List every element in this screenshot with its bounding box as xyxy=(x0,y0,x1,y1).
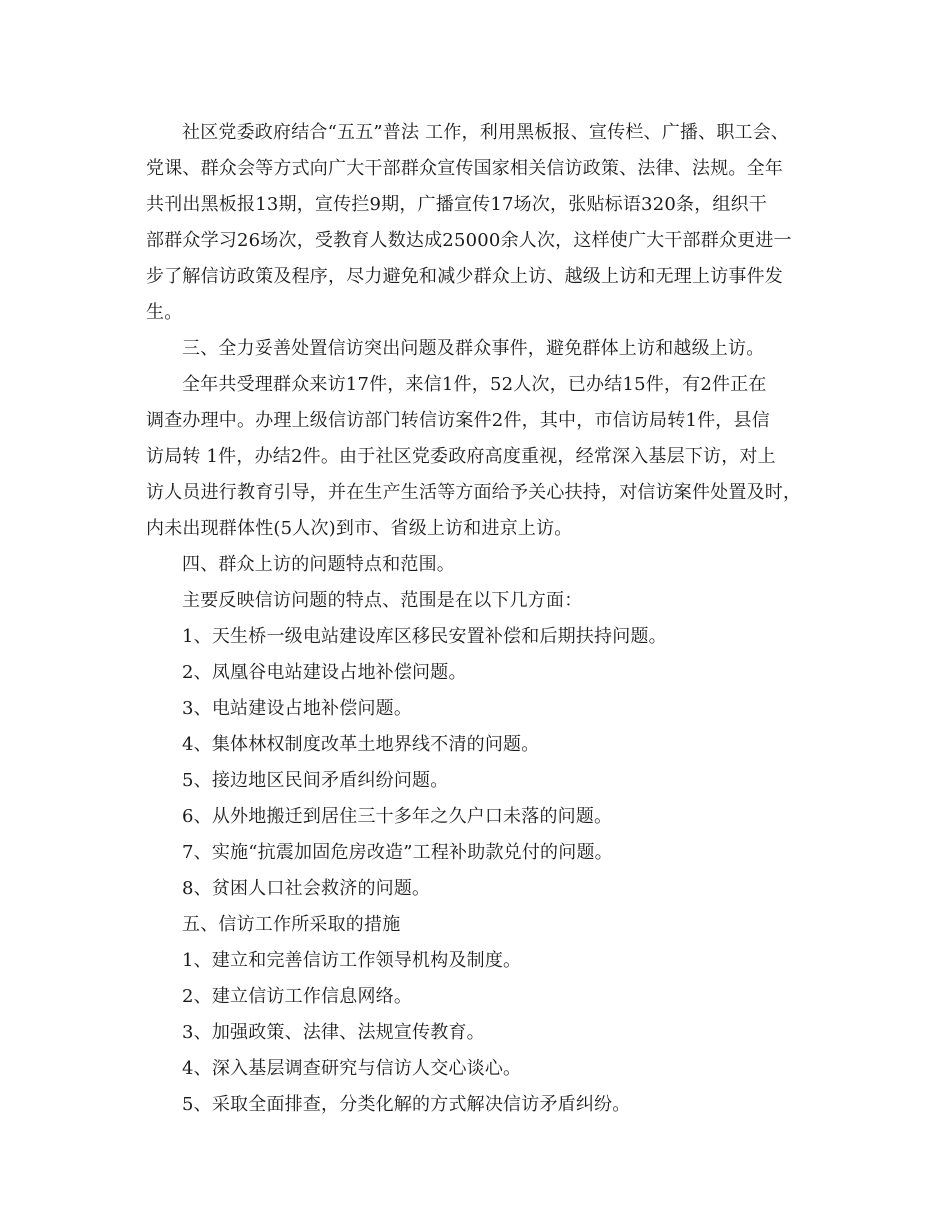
list-item: 6、从外地搬迁到居住三十多年之久户口未落的问题。 xyxy=(182,806,613,827)
list-item: 5、采取全面排查，分类化解的方式解决信访矛盾纠纷。 xyxy=(182,1094,631,1115)
list-item: 7、实施“抗震加固危房改造”工程补助款兑付的问题。 xyxy=(182,842,613,863)
paragraph-line: 内未出现群体性(5人次)到市、省级上访和进京上访。 xyxy=(146,518,573,539)
list-item: 2、凤凰谷电站建设占地补偿问题。 xyxy=(182,662,467,683)
paragraph-line: 主要反映信访问题的特点、范围是在以下几方面： xyxy=(182,590,583,611)
list-item: 5、接边地区民间矛盾纠纷问题。 xyxy=(182,770,449,791)
paragraph-line: 访人员进行教育引导，并在生产生活等方面给予关心扶持，对信访案件处置及时， xyxy=(146,482,802,503)
section-heading: 五、信访工作所采取的措施 xyxy=(182,914,401,935)
list-item: 3、加强政策、法律、法规宣传教育。 xyxy=(182,1022,485,1043)
paragraph-line: 党课、群众会等方式向广大干部群众宣传国家相关信访政策、法律、法规。全年 xyxy=(146,158,783,179)
paragraph-line: 调查办理中。办理上级信访部门转信访案件2件，其中，市信访局转1件，县信 xyxy=(146,410,770,431)
list-item: 1、建立和完善信访工作领导机构及制度。 xyxy=(182,950,522,971)
document-body xyxy=(146,115,816,1123)
section-heading: 四、群众上访的问题特点和范围。 xyxy=(182,554,455,575)
list-item: 3、电站建设占地补偿问题。 xyxy=(182,698,413,719)
paragraph-line: 访局转 1件，办结2件。由于社区党委政府高度重视，经常深入基层下访，对上 xyxy=(146,446,776,467)
list-item: 4、集体林权制度改革土地界线不清的问题。 xyxy=(182,734,540,755)
list-item: 2、建立信访工作信息网络。 xyxy=(182,986,413,1007)
list-item: 8、贫困人口社会救济的问题。 xyxy=(182,878,431,899)
paragraph-line: 全年共受理群众来访17件，来信1件，52人次，已办结15件，有2件正在 xyxy=(182,374,767,395)
paragraph-line: 部群众学习26场次，受教育人数达成25000余人次，这样使广大干部群众更进一 xyxy=(146,230,792,251)
list-item: 4、深入基层调查研究与信访人交心谈心。 xyxy=(182,1058,522,1079)
paragraph-line: 社区党委政府结合“五五”普法 工作，利用黑板报、宣传栏、广播、职工会、 xyxy=(182,122,790,143)
paragraph-line: 步了解信访政策及程序，尽力避免和减少群众上访、越级上访和无理上访事件发 xyxy=(146,266,783,287)
list-item: 1、天生桥一级电站建设库区移民安置补偿和后期扶持问题。 xyxy=(182,626,667,647)
paragraph-line: 共刊出黑板报13期，宣传拦9期，广播宣传17场次，张贴标语320条，组织干 xyxy=(146,194,768,215)
paragraph-line: 生。 xyxy=(146,302,183,323)
section-heading: 三、全力妥善处置信访突出问题及群众事件，避免群体上访和越级上访。 xyxy=(182,338,765,359)
